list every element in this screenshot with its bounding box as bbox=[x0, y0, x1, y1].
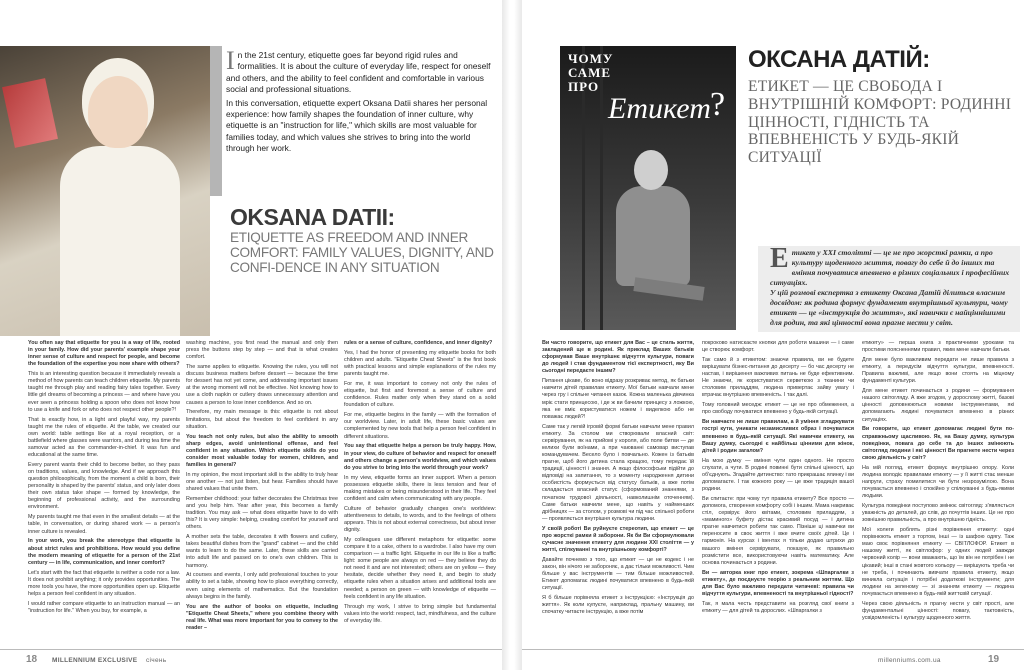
interview-question: You are the author of books on etiquette, including "Etiquette Cheat Sheets," where you combine theory with real life. What was more important for you to convey to the reader – bbox=[186, 603, 338, 631]
intro-paragraph-2: In this conversation, etiquette expert Oksana Datii shares her personal experience: how family shapes the foundation of inner culture, why etiquette is an "instruction for life," which skills are most valuable for families today, and which values she strives to bring into the world through her work. bbox=[226, 97, 488, 154]
interview-answer: That is exactly how, in a light and playful way, my parents taught me the rules of etiquette. At the table, we created our own world: table settings like at a royal reception, or a battlefield where glasses were warriors, and during tea time the samovar acted as the commander-in-chief. It was fun and educational at the same time. bbox=[28, 416, 180, 458]
left-page bbox=[0, 0, 502, 670]
interview-question: You often say that etiquette for you is a way of life, rooted in your family. How did your parents' example shape your inner sense of culture and respect for people, and become the foundation of the expertise you now share with others? bbox=[28, 340, 180, 368]
interview-answer: Так само й з етикетом: знаючи правила, ви не будете вирішувати бізнес-питання до десерту — бо час десерту не настав, і вирішення важливих питань не буде ефективним. Не знаючи, як користуватися серветкою з тканини чи столовим приладдям, людина привертає зайву увагу і втрачає внутрішню впевненість. І так далі. bbox=[702, 356, 854, 399]
interview-answer: На мій погляд, етикет формує внутрішню опору. Коли людина володіє правилами етикету — у її житті стає менше напруги, страху помилитися чи бути незрозумілою. Вона почувається впевнено і спокійно у спілкуванні з будь-якими людьми. bbox=[862, 464, 1014, 500]
magazine-brand: MILLENNIUM EXCLUSIVE bbox=[52, 657, 138, 664]
figure-body bbox=[60, 146, 180, 336]
article-body-en bbox=[28, 340, 498, 640]
interview-answer: Саме так у легкій ігровій формі батьки навчали мене правил етикету. За столом ми створювали власний світ: сервірування, як на прийомі у короля, або поле битви — де келихи були воїнами, а при чаюванні самовар виступав командувачем. Весело було і повчально. Кожен із батьків прагне, щоб його дитина стала кращою, тому передає їй традиції, цінності і знання. А якщо філософськи підійти до відповіді на запитання, то з моменту народження дитини особистість формується від статусу батьків, а вже потім складається власний статус (сформований знаннями, з початком трудової діяльності, навколишнім оточенням). Саме батьки навчили мене, що навіть у найменших дрібницях — за столом, у розмові чи під час спільної роботи — проявляється внутрішня культура людини. bbox=[542, 423, 694, 522]
portrait-photo-right bbox=[560, 46, 736, 330]
interview-answer: Я б більше порівняла етикет з інструкцією: «Інструкція до життя». Як коли купуєте, наприклад, пральну машину, ви спочатку читаєте інструкцію, а вже потім bbox=[542, 595, 694, 616]
interview-question: You say that etiquette helps a person be truly happy. How, in your view, do culture of behavior and respect for oneself and others change a person's worldview, and which values do you strive to bring into the world through your work? bbox=[344, 443, 496, 471]
interview-answer: At courses and events, I only add professional touches to your ability to set a table, showing how to place everything correctly, even using elements of mathematics. But the foundation always begins in the family. bbox=[186, 572, 338, 600]
interview-answer: покроково натискаєте кнопки для роботи машини — і саме це створює комфорт. bbox=[702, 340, 854, 354]
website: millenniums.com.ua bbox=[878, 657, 941, 664]
intro-dropcap: I bbox=[226, 46, 235, 75]
interview-answer: Through my work, I strive to bring simple but fundamental values into the world: respect, tact, mindfulness, and the culture of everyday life. bbox=[344, 603, 496, 624]
article-body-ua bbox=[542, 340, 1022, 640]
column-1 bbox=[542, 340, 694, 619]
lead-paragraph-1: тикет у XXI столітті — це не про жорсткі рамки, а про культуру щоденного життя, повагу до себе й до інших та вміння почуватися впевнено в різних соціальних і професійних ситуаціях. bbox=[770, 248, 1010, 287]
interview-answer: Давайте почнемо з того, що етикет — це не кодекс і не закон, він нічого не забороняє, а дає тільки можливості. Чим більше у вас інструментів — тим більше можливостей. Етикет допомагає людині почуватися впевнено в будь-якій ситуації. bbox=[542, 556, 694, 592]
lead-text-ua bbox=[758, 243, 1020, 332]
interview-answer: Питання цікаве, бо воно відразу розкриває метод, як батьки навчити дітей правилам етикету. Мої батьки навчали мене через гру і спільне читання казок. Кожна маленька дівчинка мріє стати принцесою, і де ж ви бачили принцесу з ложкою, яка не вміє користуватися ножем і виделкою або не поважає людей?! bbox=[542, 378, 694, 420]
column-1 bbox=[28, 340, 180, 618]
intro-paragraph-1: n the 21st century, etiquette goes far beyond rigid rules and formalities. It is about the culture of everyday life, respect for oneself and others, and the ability to feel confident and comfortable in various social and professional situations. bbox=[226, 50, 491, 95]
photo-word-etiket: Етикет bbox=[608, 92, 711, 125]
interview-answer: Culture of behavior gradually changes one's worldview: attentiveness to details, to words, and to the feelings of others appears. This is not about external correctness, but about inner dignity. bbox=[344, 505, 496, 534]
interview-answer: My colleagues use different metaphors for etiquette: some compare it to a cake, others to a wardrobe. I also have my own comparison — a traffic light. Etiquette in our life is like a traffic light: some people are always on red — they believe they do not need it and are not interested; others are on yellow — they hesitate, decide whether they need it, and begin to study etiquette rules when a situation arises and additional tools are needed; a person on green — with knowledge of etiquette — feels confident in any life situation. bbox=[344, 536, 496, 600]
interview-question: rules or a sense of culture, confidence, and inner dignity? bbox=[344, 340, 493, 346]
interview-answer: A mother sets the table, decorates it with flowers and cutlery, takes beautiful dishes from the "grand" cabinet — and the child wants to learn to do the same. Later, these skills are carried into adult life and passed on to one's own children. This is harmony. bbox=[186, 534, 338, 569]
interview-answer: етикету» — перша книга з практичними уроками та простими поясненнями правил, яким мене навчали батьки. bbox=[862, 340, 1014, 354]
spine-gutter bbox=[502, 0, 522, 670]
interview-question: Ви часто говорите, що етикет для Вас – це стиль життя, закладений ще в родині. Як приклад Ваших батьків сформував Ваше внутрішнє відчуття культури, поваги до людей і став фундаментом тієї експертності, яку Ви сьогодні передаєте іншим? bbox=[542, 340, 694, 375]
interview-answer: Therefore, my main message is this: etiquette is not about limitations, but about the freedom to feel confident in any situation. bbox=[186, 409, 338, 430]
photo-heading bbox=[568, 52, 613, 94]
interview-answer: The same applies to etiquette. Knowing the rules, you will not discuss business matters before dessert — because the time for dessert has not yet come, and addressing important issues at the wrong moment will not be effective. Not knowing how to use a cloth napkin or cutlery draws unnecessary attention and causes a person to lose inner confidence. And so on. bbox=[186, 364, 338, 406]
intro-text-en bbox=[226, 46, 496, 157]
interview-answer: Yes, I had the honor of presenting my etiquette books for both children and adults. "Etiquette Cheat Sheets" is the first book with practical lessons and simple explanations of the rules my parents taught me. bbox=[344, 349, 496, 378]
interview-answer: For me, etiquette begins in the family — with the formation of our worldview. Later, in adult life, these basic values are complemented by new tools that help a person feel confident in different situations. bbox=[344, 412, 496, 440]
interview-answer: This is an interesting question because it immediately reveals a method of how parents can teach children etiquette. My parents taught me through play and reading fairy tales together. Every little girl dreams of becoming a princess — and where have you ever seen a princess holding a spoon who does not know how to use a knife and fork or who does not respect other people?! bbox=[28, 371, 180, 413]
article-title-en: OKSANA DATII: bbox=[230, 204, 395, 230]
lead-paragraph-2: У цій розмові експертка з етикету Оксана Датій ділиться власним досвідом: як родина формує фундамент внутрішньої культури, чому етикет — це «інструкція до життя», які навички є найціннішими для родин, та які цінності вона прагне нести у світ. bbox=[770, 288, 1008, 327]
interview-answer: Мої колеги роблять різні порівняння етикету: одні порівнюють етикет з тортом, інші — із шафою одягу. Таж маю своє порівняння етикету — СВІТЛОФОР. Етикет в нашому житті, як світлофор: у одних людей завжди червоний колір — вони вважають, що їм він не потрібен і не цікавий; інші в стані жовтого кольору — вирішують треба чи не треба, і починають вивчати правила етикету, якщо виникла ситуація і потрібні додаткові інструменти; для людини на зеленому — зі знанням етикету — людина почувається впевнено в будь-якій життєвій ситуації. bbox=[862, 527, 1014, 597]
column-2 bbox=[186, 340, 338, 635]
figure-body bbox=[616, 186, 690, 286]
left-footer bbox=[0, 649, 502, 670]
interview-answer: Для мене етикет починається з родини — формування нашого світогляду. А вже згодом, у дорослому житті, базові цінності доповнюються новими інструментами, які допомагають людині почуватися впевнено в різних ситуаціях. bbox=[862, 388, 1014, 423]
portrait-photo-left bbox=[0, 46, 210, 336]
column-3 bbox=[862, 340, 1014, 625]
article-subtitle-en: ETIQUETTE AS FREEDOM AND INNER COMFORT: FAMILY VALUES, DIGNITY, AND CONFI-DENCE IN ANY SITUATION bbox=[230, 230, 494, 275]
question-mark: ? bbox=[710, 86, 726, 123]
article-title-ua: ОКСАНА ДАТІЙ: bbox=[748, 46, 930, 73]
interview-question: У своїй роботі Ви руйнуєте стереотип, що етикет — це про жорсткі рамки й заборони. Як би Ви сформулювали сучасне значення етикету для людини XXI століття — у житті, спілкуванні та внутрішньому комфорті? bbox=[542, 525, 694, 554]
interview-answer: Так, я мала честь представити на розгляд свої книги з етикету — для дітей та дорослих. «Шпаргалки з bbox=[702, 600, 854, 614]
figure-head bbox=[634, 150, 668, 190]
interview-answer: In my view, etiquette forms an inner support. When a person possesses etiquette skills, there is less tension and fear of making mistakes or being misunderstood in their life. They feel confident and calm when communicating with any people. bbox=[344, 474, 496, 502]
interview-answer: washing machine, you first read the manual and only then press the buttons step by step — and that is what creates comfort. bbox=[186, 340, 338, 361]
interview-question: Ви навчаєте не лише правилам, а й уміння згладжувати гострі кути, уникати незамисливих образ і почуватися впевнено в будь-якій ситуації. Які навички етикету, на Вашу думку, сьогодні є найбільш цінними для жінок, дітей і родин загалом? bbox=[702, 419, 854, 454]
interview-answer: Тому головний меседж: етикет — це не про обмеження, а про свободу почуватися впевнено у будь-якій ситуації. bbox=[702, 402, 854, 416]
issue-month: січень bbox=[146, 657, 167, 664]
interview-question: You teach not only rules, but also the ability to smooth sharp edges, avoid unintentional offense, and feel confident in any situation. Which etiquette skills do you consider most valuable today for women, children, and families in general? bbox=[186, 433, 338, 468]
column-3 bbox=[344, 340, 496, 628]
photo-heading-line: САМЕ bbox=[568, 65, 612, 80]
interview-answer: I would rather compare etiquette to an instruction manual — an "instruction for life." When you buy, for example, a bbox=[28, 600, 180, 614]
column-2 bbox=[702, 340, 854, 618]
interview-answer: Remember childhood: your father decorates the Christmas tree and you help him. Year after year, this becomes a family tradition. You may ask — what does etiquette have to do with this? It is very simple: helping, creating comfort for yourself and others. bbox=[186, 495, 338, 531]
interview-answer: Let's start with the fact that etiquette is neither a code nor a law. It does not prohibit anything; it only provides opportunities. The more tools you have, the more opportunities open up. Etiquette helps a person feel confident in any situation. bbox=[28, 569, 180, 597]
interview-answer: Культура поведінки поступово змінює світогляд: з'являється уважність до деталей, до слів, до почуттів інших. Це не про зовнішню правильність, а про внутрішню гідність. bbox=[862, 502, 1014, 524]
page-number-left: 18 bbox=[26, 654, 38, 665]
interview-question: Ви говорите, що етикет допомагає людині бути по-справжньому щасливою. Як, на Вашу думку, культура поведінки, повага до себе та до інших змінюють світогляд людини і які цінності Ви прагнете нести через свою діяльність у світ? bbox=[862, 426, 1014, 461]
right-footer bbox=[522, 649, 1024, 670]
interview-answer: Ви спитаєте: при чому тут правила етикету? Все просто — допомога, створення комфорту собі і іншим. Мама накриває стіл, сервірує його квітами, столовим приладдям, з «маминого» буфету дістає красивий посуд — і дитина прагне навчитися робити так само. Пізніше ці навички ви переносите в своє життя і вже вчите своїх дітей. Це і гармонія. На курсах і івентах я тільки додаю штрихи до вашого вміння сервірувати, показую, як правильно розмістити все, використовуючи навіть математику. Але основа починається з родини. bbox=[702, 495, 854, 566]
article-subtitle-ua: ЕТИКЕТ — ЦЕ СВОБОДА І ВНУТРІШНІЙ КОМФОРТ: РОДИННІ ЦІННОСТІ, ГІДНІСТЬ ТА ВПЕВНЕНІСТЬ У БУДЬ-ЯКІЙ СИТУАЦІЇ bbox=[748, 78, 1012, 167]
interview-answer: My parents taught me that even in the smallest details — at the table, in conversation, or during shared work — a person's inner culture is revealed. bbox=[28, 514, 180, 535]
book-in-hand bbox=[2, 78, 58, 148]
interview-question: Ви — авторка книг про етикет, зокрема «Шпаргалки з етикету», де поєднуєте теорію з реальним життям. Що для Вас було важливо передати читачеві: правила чи відчуття культури, впевненості та внутрішньої гідності? bbox=[702, 569, 854, 597]
interview-answer: На мою думку — вміння чути один одного. Не просто слухати, а чути. В родині повинні бути спільні цінності, що об'єднують. Згадайте дитинство: тато прикрашає ялинку і ви допомагаєте. І так кожного року — це вже традиція вашої родини. bbox=[702, 457, 854, 492]
interview-answer: Через свою діяльність я прагну нести у світ прості, але фундаментальні цінності: повагу, тактовність, усвідомленість і культуру щоденного життя. bbox=[862, 600, 1014, 621]
photo-heading-line: ПРО bbox=[568, 79, 600, 94]
right-page bbox=[522, 0, 1024, 670]
interview-answer: In my opinion, the most important skill is the ability to truly hear one another — not just listen, but hear. Families should have shared values that unite them. bbox=[186, 471, 338, 492]
lead-dropcap: Е bbox=[770, 243, 789, 274]
interview-question: In your work, you break the stereotype that etiquette is about strict rules and prohibitions. How would you define the modern meaning of etiquette for a person of the 21st century — in life, communication, and inner comfort? bbox=[28, 538, 180, 566]
interview-answer: Every parent wants their child to become better, so they pass on traditions, values, and knowledge. And if we approach this question philosophically, from the moment a child is born, their personality is shaped by the parents' status, and only later does their own status take shape — formed by knowledge, the beginning of professional activity, and the surrounding environment. bbox=[28, 461, 180, 511]
interview-answer: Для мене було важливим передати не лише правила з етикету, а передусім відчуття культури, впевненості. Правила важливі, але якщо вони стоять на міцному фундаменті культури. bbox=[862, 356, 1014, 385]
photo-heading-line: ЧОМУ bbox=[568, 51, 614, 66]
interview-answer: For me, it was important to convey not only the rules of etiquette, but first and foremost a sense of culture and confidence. Rules matter only when they stand on a solid foundation of culture. bbox=[344, 381, 496, 409]
figure-head bbox=[88, 76, 148, 148]
accent-bar bbox=[210, 46, 222, 196]
page-number-right: 19 bbox=[988, 654, 1000, 665]
